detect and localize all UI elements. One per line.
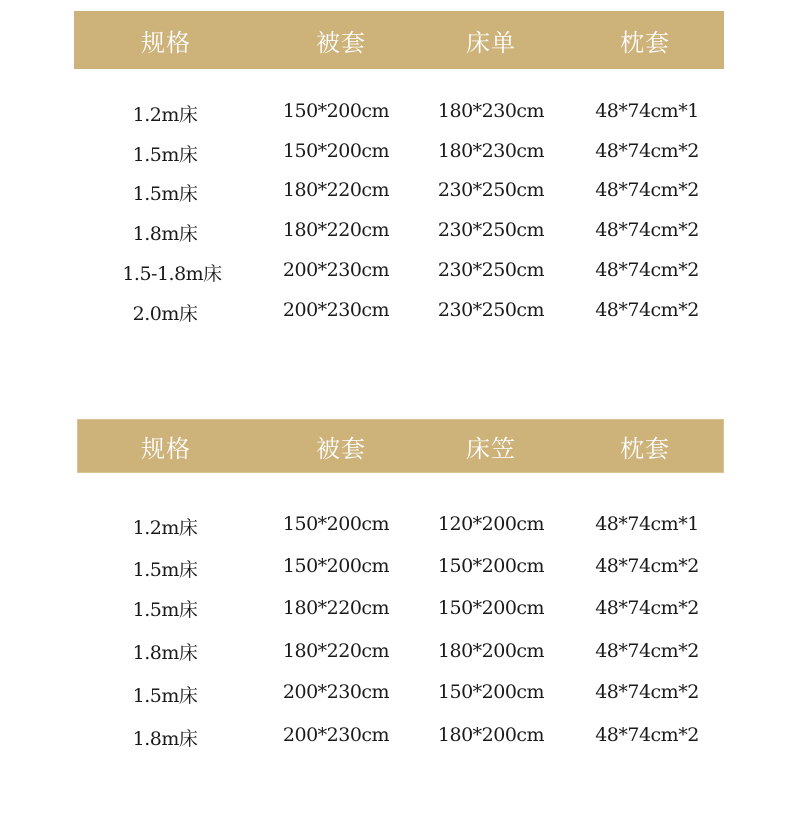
cell-pillowcase: 48*74cm*1 [595, 100, 699, 122]
cell-size: 1.5-1.8m床 [122, 263, 222, 285]
size-table-1 [74, 11, 724, 325]
cell-pillowcase: 48*74cm*2 [595, 219, 699, 241]
cell-fitted-sheet: 180*200cm [437, 724, 545, 746]
cell-bed-sheet: 180*230cm [437, 100, 545, 122]
header-fitted-sheet: 床笠 [466, 434, 516, 463]
cell-duvet-cover: 200*230cm [282, 299, 390, 321]
header-size: 规格 [141, 434, 191, 463]
cell-size: 1.8m床 [132, 642, 198, 664]
cell-size: 1.5m床 [132, 144, 198, 166]
cell-duvet-cover: 150*200cm [282, 513, 390, 535]
cell-size: 1.5m床 [132, 559, 198, 581]
table-header [74, 11, 724, 69]
cell-pillowcase: 48*74cm*2 [595, 299, 699, 321]
cell-duvet-cover: 150*200cm [282, 140, 390, 162]
cell-duvet-cover: 200*230cm [282, 681, 390, 703]
size-table-2 [77, 419, 724, 750]
cell-bed-sheet: 180*230cm [437, 140, 545, 162]
cell-pillowcase: 48*74cm*2 [595, 555, 699, 577]
cell-size: 1.5m床 [132, 599, 198, 621]
cell-fitted-sheet: 150*200cm [437, 555, 545, 577]
cell-pillowcase: 48*74cm*2 [595, 724, 699, 746]
cell-duvet-cover: 200*230cm [282, 724, 390, 746]
header-size: 规格 [141, 28, 191, 57]
cell-fitted-sheet: 180*200cm [437, 640, 545, 662]
header-pillowcase: 枕套 [620, 28, 670, 57]
cell-fitted-sheet: 150*200cm [437, 597, 545, 619]
cell-size: 1.5m床 [132, 685, 198, 707]
cell-duvet-cover: 180*220cm [282, 640, 390, 662]
cell-pillowcase: 48*74cm*2 [595, 597, 699, 619]
cell-fitted-sheet: 120*200cm [437, 513, 545, 535]
cell-duvet-cover: 180*220cm [282, 219, 390, 241]
cell-duvet-cover: 180*220cm [282, 179, 390, 201]
cell-bed-sheet: 230*250cm [437, 179, 545, 201]
cell-pillowcase: 48*74cm*2 [595, 259, 699, 281]
table-header [77, 419, 724, 473]
cell-size: 1.8m床 [132, 223, 198, 245]
cell-pillowcase: 48*74cm*2 [595, 681, 699, 703]
cell-pillowcase: 48*74cm*2 [595, 179, 699, 201]
cell-bed-sheet: 230*250cm [437, 299, 545, 321]
cell-size: 2.0m床 [132, 303, 198, 325]
cell-duvet-cover: 200*230cm [282, 259, 390, 281]
cell-size: 1.5m床 [132, 183, 198, 205]
cell-size: 1.8m床 [132, 728, 198, 750]
cell-duvet-cover: 150*200cm [282, 555, 390, 577]
header-duvet-cover: 被套 [316, 28, 366, 57]
cell-duvet-cover: 150*200cm [282, 100, 390, 122]
cell-pillowcase: 48*74cm*1 [595, 513, 699, 535]
header-pillowcase: 枕套 [620, 434, 670, 463]
cell-bed-sheet: 230*250cm [437, 219, 545, 241]
cell-duvet-cover: 180*220cm [282, 597, 390, 619]
cell-fitted-sheet: 150*200cm [437, 681, 545, 703]
cell-size: 1.2m床 [132, 517, 198, 539]
header-duvet-cover: 被套 [316, 434, 366, 463]
cell-size: 1.2m床 [132, 104, 198, 126]
cell-pillowcase: 48*74cm*2 [595, 140, 699, 162]
header-bed-sheet: 床单 [466, 28, 516, 57]
cell-pillowcase: 48*74cm*2 [595, 640, 699, 662]
cell-bed-sheet: 230*250cm [437, 259, 545, 281]
